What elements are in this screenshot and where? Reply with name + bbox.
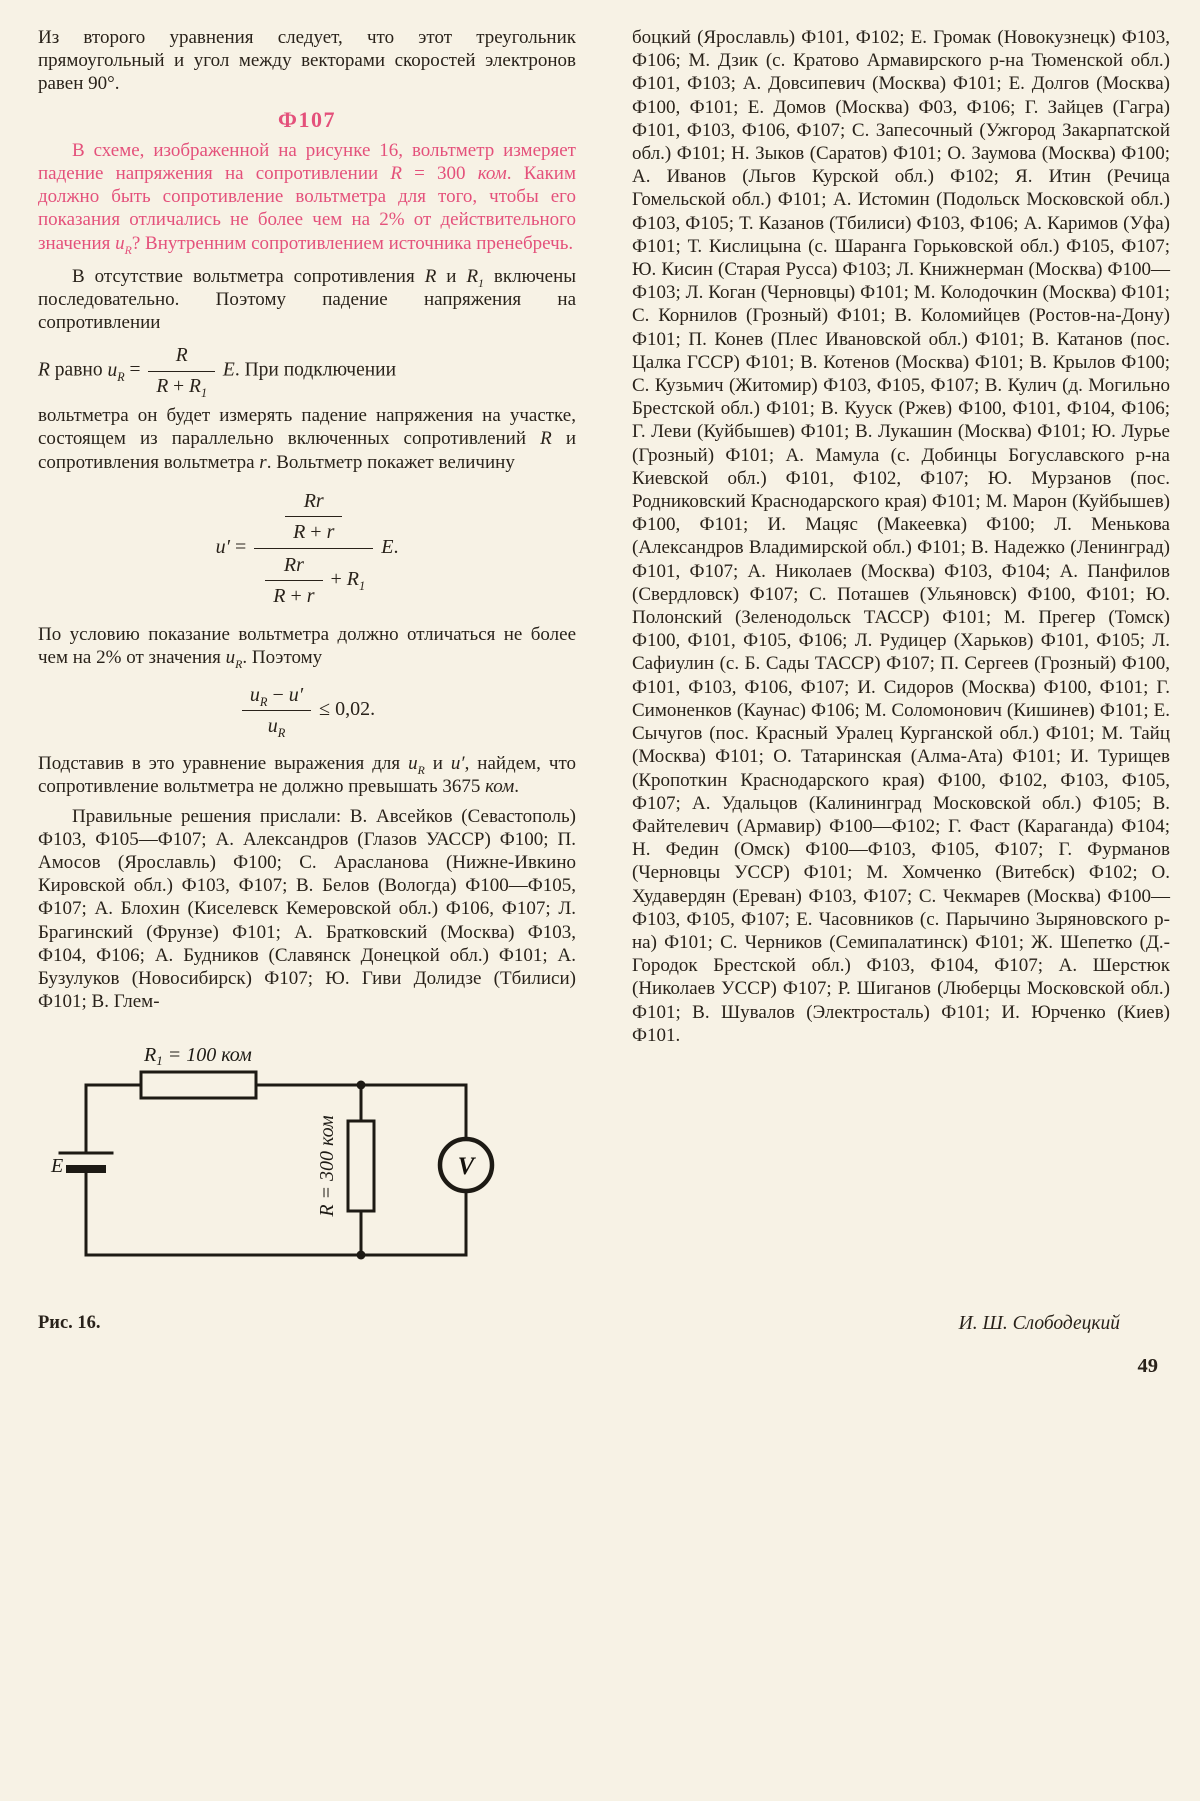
voltmeter-letter: V bbox=[457, 1153, 475, 1181]
intro-paragraph: Из второго уравнения следует, что этот треугольник прямоугольный и угол между векторами скоростей электронов равен 90°. bbox=[38, 27, 576, 95]
solution-paragraph-1: В отсутствие вольтметра сопротивления R и $R_1$ включены последовательно. Поэтому падение напряжения на сопротивлении bbox=[38, 265, 576, 334]
figure-caption: Рис. 16. bbox=[38, 1312, 101, 1333]
left-column bbox=[38, 26, 576, 1335]
solution-paragraph-3: Подставив в это уравнение выражения для $u_R$ и u′, найдем, что сопротивление вольтметра не должно превышать 3675 ком. bbox=[38, 753, 577, 798]
resistor-r-box bbox=[348, 1121, 374, 1211]
problem-statement: В схеме, изображенной на рисунке 16, вольтметр измеряет падение напряжения на сопротивлении R = 300 ком. Каким должно быть сопротивление вольтметра для того, чтобы его показания отличались не более чем на 2% от действительного значения $u_R$? Внутренним сопротивлением источника пренебречь. bbox=[38, 139, 576, 257]
battery-emf-label: E bbox=[51, 1155, 64, 1178]
junction-dot-top bbox=[357, 1081, 366, 1090]
circuit-diagram-svg bbox=[46, 1043, 530, 1289]
inline-formula-ur: R равно $u_R$ = $\frac{R}{R + R_1}$ E. При подключении bbox=[38, 345, 397, 400]
display-formula-condition: $\frac{u_R - u'}{u_R}$ ≤ 0,02. bbox=[38, 682, 576, 739]
display-formula-uprime: u′ = $\frac{Rr}{R + r}$ $\frac{Rr}{R + r}$ + $R_1$ E. bbox=[38, 487, 576, 610]
solution-paragraph-1-continued: вольтметра он будет измерять падение напряжения на участке, состоящем из параллельно включенных сопротивлений R и сопротивления вольтметра r. Вольтметр покажет величину bbox=[38, 405, 576, 473]
right-column bbox=[632, 26, 1170, 1335]
author-signature: И. Ш. Слободецкий bbox=[958, 1312, 1120, 1334]
two-column-layout bbox=[38, 26, 1170, 1335]
figure-16 bbox=[38, 1043, 576, 1334]
problem-number-heading: Ф107 bbox=[278, 106, 336, 132]
solvers-list-left: Правильные решения прислали: В. Авсейков (Севастополь) Ф103, Ф105—Ф107; А. Александров (Глазов УАССР) Ф100; П. Амосов (Ярославль) Ф100; С. Арасланова (Нижне-Ивкино Кировской обл.) Ф103, Ф107; В. Белов (Вологда) Ф100—Ф105, Ф107; А. Блохин (Киселевск Кемеровской обл.) Ф106, Ф107; Л. Брагинский (Фрунзе) Ф101; А. Братковский (Москва) Ф103, Ф104, Ф106; А. Будников (Славянск Донецкой обл.) Ф101; А. Бузулуков (Новосибирск) Ф107; Ю. Гиви Долидзе (Тбилиси) Ф101; В. Глем- bbox=[38, 805, 576, 1013]
solvers-list-right: боцкий (Ярославль) Ф101, Ф102; Е. Громак (Новокузнецк) Ф103, Ф106; М. Дзик (с. Кратово Армавирского р-на Тюменской обл.) Ф101, Ф103; А. Довсипевич (Москва) Ф101; Е. Долгов (Москва) Ф100, Ф101; Е. Домов (Москва) Ф03, Ф106; Г. Зайцев (Гагра) Ф101, Ф103, Ф106, Ф107; С. Запесочный (Ужгород Закарпатской обл.) Ф101; Н. Зыков (Саратов) Ф101; О. Заумова (Москва) Ф100; А. Иванов (Льгов Курской обл.) Ф102; Я. Итин (Речица Гомельской обл.) Ф101; А. Истомин (Подольск Московской обл.) Ф103, Ф105; Т. Казанов (Тбилиси) Ф103, Ф106; А. Каримов (Уфа) Ф101; Т. Кислицына (с. Шаранга Горьковской обл.) Ф105, Ф107; Ю. Кисин (Старая Русса) Ф103; Л. Книжнерман (Москва) Ф100—Ф103; Л. Коган (Черновцы) Ф101; М. Колодочкин (Москва) Ф101; С. Корнилов (Грозный) Ф101; В. Коломийцев (Ростов-на-Дону) Ф101; П. Конев (Плес Ивановской обл.) Ф101; В. Катанов (пос. Цалка ГССР) Ф101; В. Котенов (Москва) Ф101; В. Крылов Ф100; С. Кузьмич (Житомир) Ф103, Ф105, Ф107; В. Кулич (д. Могильно Брестской обл.) Ф101; В. Кууск (Ржев) Ф100, Ф101, Ф104, Ф106; Г. Леви (Куйбышев) Ф101; В. Лукашин (Москва) Ф101; Ю. Лурье (Грозный) Ф101; А. Мамула (с. Добинцы Богуславского р-на Киевской обл.) Ф101, Ф102, Ф107; Ю. Мурзанов (пос. Родниковский Краснодарского края) Ф101; М. Марон (Куйбышев) Ф100, Ф101; И. Мацяс (Макеевка) Ф100; Л. Менькова (Александров Владимирской обл.) Ф101; В. Надежко (Ленинград) Ф101, Ф107; А. Николаев (Москва) Ф103, Ф104; А. Панфилов (Свердловск) Ф107; С. Поташев (Ульяновск) Ф100, Ф101; Ю. Полонский (Зеленодольск ТАССР) Ф101; М. Прегер (Томск) Ф100, Ф101, Ф105, Ф106; Л. Рудицер (Харьков) Ф101, Ф105; Л. Сафиулин (с. Б. Сады ТАССР) Ф107; П. Сергеев (Грозный) Ф100, Ф101, Ф103, Ф106, Ф107; И. Сидоров (Москва) Ф100, Ф101; Г. Симоненков (Каунас) Ф106; М. Соломонович (Кишинев) Ф101; Е. Сычугов (пос. Красный Уралец Курганской обл.) Ф101; М. Тайц (Москва) Ф101; О. Татаринская (Алма-Ата) Ф101; И. Турищев (Кропоткин Краснодарского края) Ф100, Ф102, Ф103, Ф105, Ф107; А. Удальцов (Калининград Московской обл.) Ф105; В. Файтелевич (Армавир) Ф100—Ф102; Г. Фаст (Караганда) Ф104; Н. Федин (Омск) Ф100—Ф103, Ф105, Ф107; Г. Фурманов (Черновцы УССР) Ф101; М. Хомченко (Витебск) Ф102; О. Худавердян (Ереван) Ф103, Ф107; С. Чекмарев (Москва) Ф100—Ф103, Ф105, Ф107; Е. Часовников (с. Парычино Зыряновского р-на) Ф101; С. Черников (Семипалатинск) Ф101; Ж. Шепетко (Д.-Городок Брестской обл.) Ф103, Ф104, Ф107; А. Шерстюк (Николаев УССР) Ф107; Р. Шиганов (Люберцы Московской обл.) Ф101; В. Шувалов (Электросталь) Ф101; И. Юрченко (Киев) Ф101. bbox=[632, 27, 1170, 1046]
resistor-r1-box bbox=[141, 1072, 256, 1098]
solution-paragraph-2: По условию показание вольтметра должно отличаться не более чем на 2% от значения $u_R$. Поэтому bbox=[38, 623, 576, 671]
junction-dot-bottom bbox=[357, 1251, 366, 1260]
circuit-wires bbox=[86, 1085, 466, 1255]
r-value-label: R = 300 ком bbox=[316, 1115, 338, 1218]
r1-value-label: $R_1 = 100$ ком bbox=[144, 1044, 252, 1069]
page-number: 49 bbox=[1137, 1354, 1158, 1377]
